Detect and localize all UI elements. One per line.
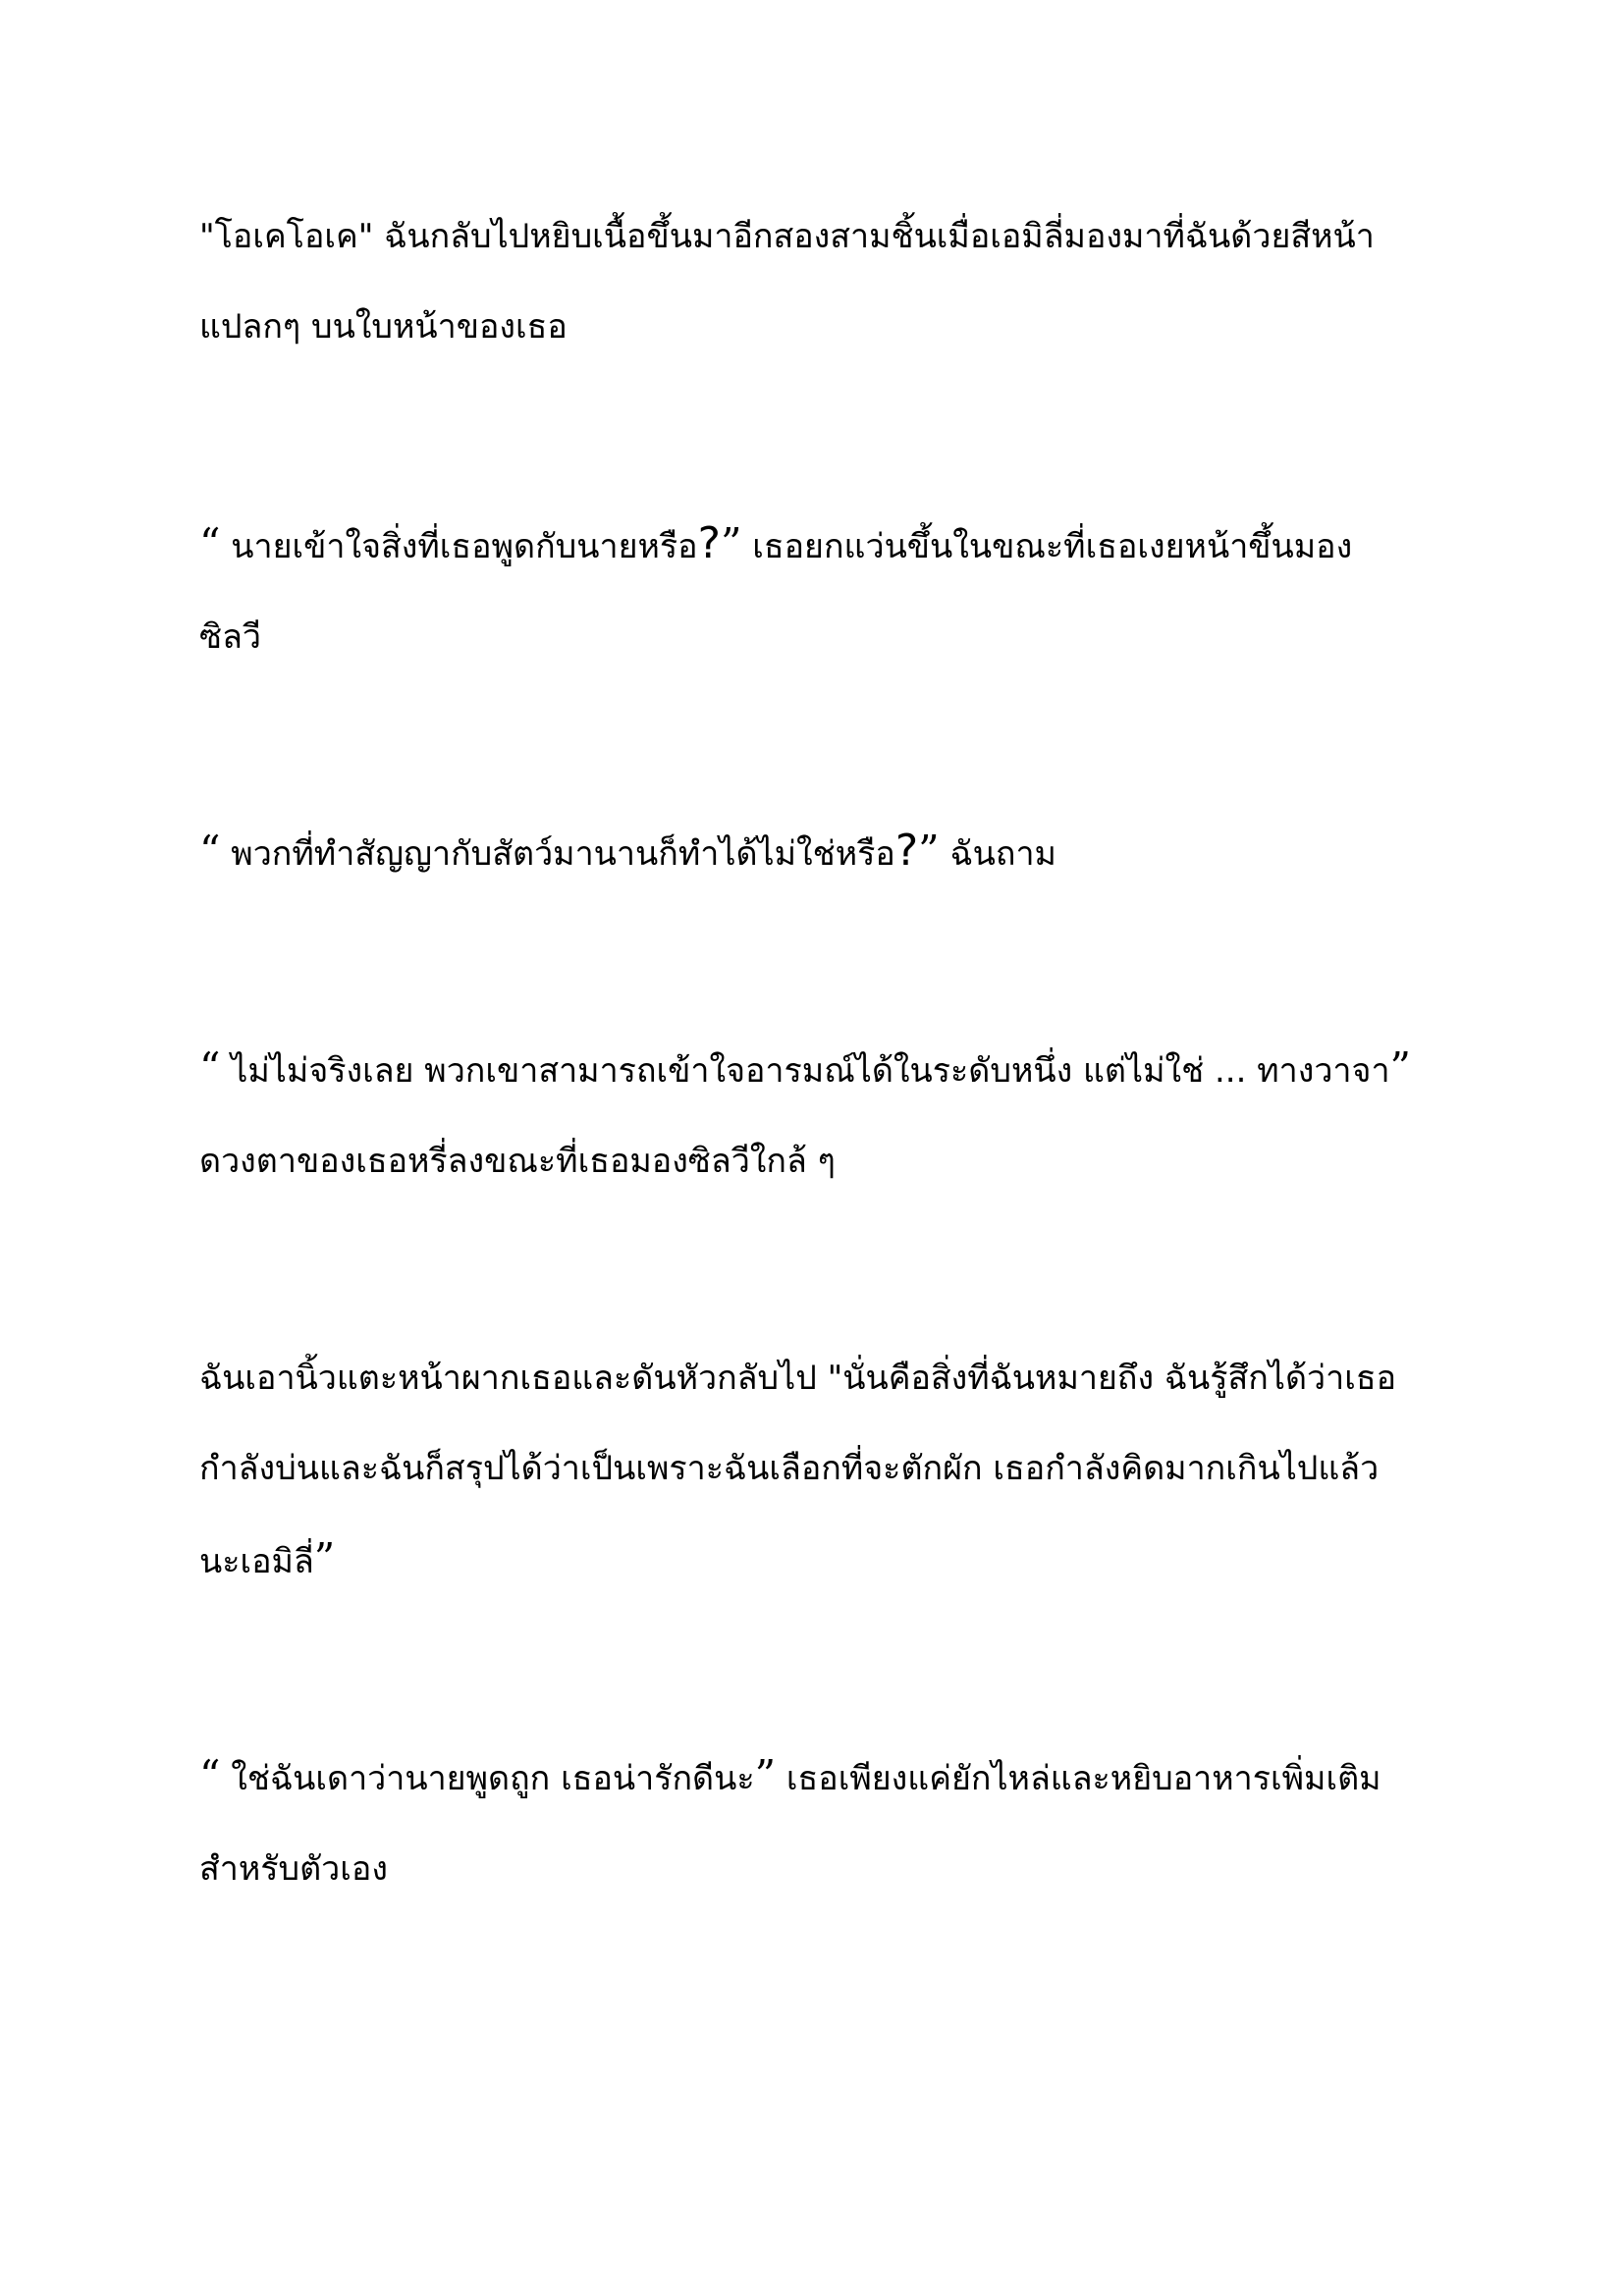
- paragraph-3-text-b: ฉันถาม: [939, 834, 1056, 874]
- paragraph-2: [199, 499, 1446, 682]
- question-mark: ?: [697, 518, 721, 568]
- close-quote: ”: [313, 1534, 336, 1582]
- open-quote: “: [199, 827, 221, 875]
- paragraph-6-line-1: [199, 1731, 1446, 1824]
- paragraph-6: [199, 1731, 1446, 1914]
- open-quote: “: [199, 519, 221, 567]
- paragraph-6-text-a: ใช่ฉันเดาว่านายพูดถูก เธอน่ารักดีนะ: [220, 1759, 755, 1798]
- paragraph-2-line-2: ซิลวี: [199, 617, 262, 657]
- paragraph-2-line-1: [199, 499, 1446, 592]
- paragraph-5-line-3: [199, 1514, 1446, 1607]
- paragraph-3-line-1: [199, 806, 1446, 899]
- paragraph-5-line-2: กำลังบ่นและฉันก็สรุปได้ว่าเป็นเพราะฉันเลือกที่จะตักผัก เธอกำลังคิดมากเกินไปแล้ว: [199, 1449, 1380, 1488]
- paragraph-4-text-a: ไม่ไม่จริงเลย พวกเขาสามารถเข้าใจอารมณ์ได้ในระดับหนึ่ง แต่ไม่ใช่ ... ทางวาจา: [220, 1051, 1390, 1091]
- close-quote: ”: [754, 1751, 777, 1799]
- paragraph-2-text-a: นายเข้าใจสิ่งที่เธอพูดกับนายหรือ: [220, 527, 698, 566]
- paragraph-3-text-a: พวกที่ทำสัญญากับสัตว์มานานก็ทำได้ไม่ใช่หรือ: [220, 834, 895, 874]
- open-quote: “: [199, 1043, 221, 1092]
- open-quote: “: [199, 1751, 221, 1799]
- paragraph-5: [199, 1333, 1446, 1607]
- paragraph-4: [199, 1023, 1446, 1206]
- paragraph-6-text-b: เธอเพียงแค่ยักไหล่และหยิบอาหารเพิ่มเติม: [776, 1759, 1381, 1798]
- paragraph-1-line-2: แปลกๆ บนใบหน้าของเธอ: [199, 307, 568, 347]
- paragraph-5-line-1: ฉันเอานิ้วแตะหน้าผากเธอและดันหัวกลับไป "นั่นคือสิ่งที่ฉันหมายถึง ฉันรู้สึกได้ว่าเธอ: [199, 1359, 1397, 1398]
- paragraph-2-text-b: เธอยกแว่นขึ้นในขณะที่เธอเงยหน้าขึ้นมอง: [741, 527, 1353, 566]
- close-quote: ”: [720, 519, 742, 567]
- close-quote: ”: [1389, 1043, 1412, 1092]
- question-mark: ?: [894, 826, 919, 876]
- paragraph-1-line-1: "โอเคโอเค" ฉันกลับไปหยิบเนื้อขึ้นมาอีกสองสามชิ้นเมื่อเอมิลี่มองมาที่ฉันด้วยสีหน้า: [199, 217, 1375, 256]
- paragraph-4-line-1: [199, 1023, 1446, 1116]
- paragraph-4-line-2: ดวงตาของเธอหรี่ลงขณะที่เธอมองซิลวีใกล้ ๆ: [199, 1142, 836, 1181]
- paragraph-5-text-a: นะเอมิลี่: [199, 1542, 314, 1581]
- paragraph-1: [199, 191, 1446, 372]
- paragraph-6-line-2: สำหรับตัวเอง: [199, 1849, 388, 1889]
- paragraph-3: [199, 806, 1446, 899]
- close-quote: ”: [918, 827, 940, 875]
